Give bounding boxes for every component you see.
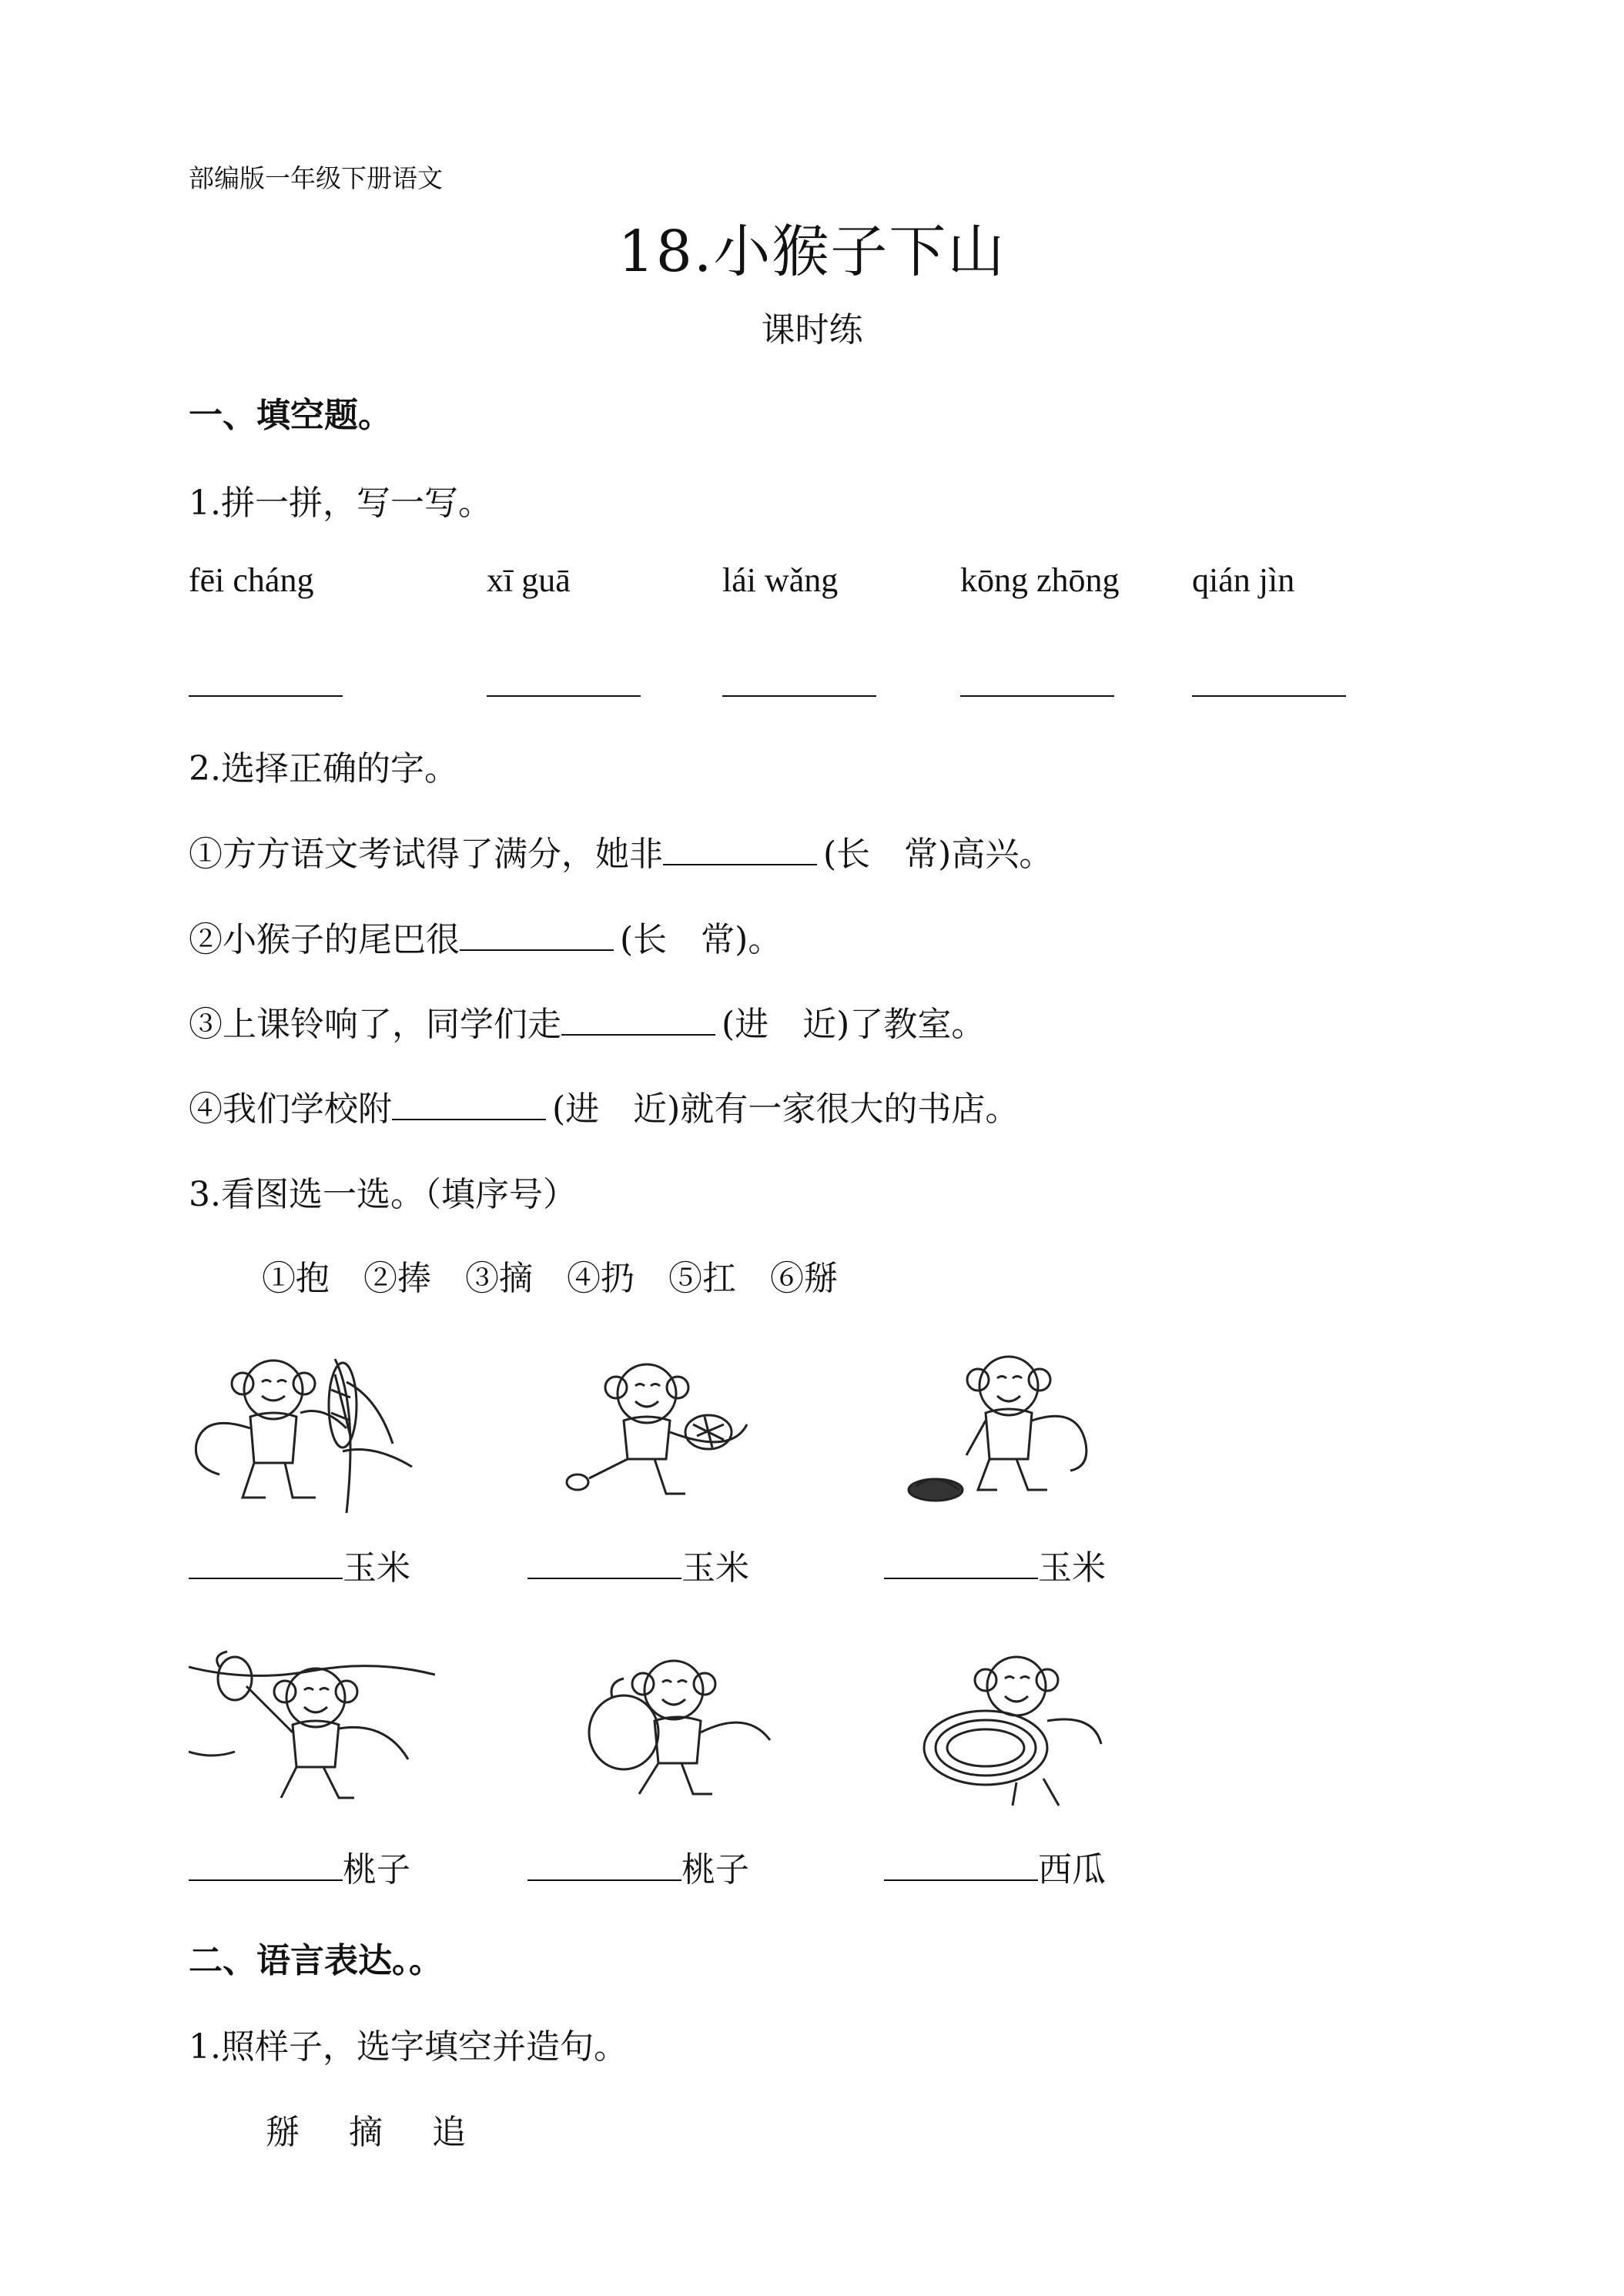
section-heading-language-expression: 二、语言表达。。 xyxy=(189,1941,443,1980)
corn-caption-2 xyxy=(527,1540,749,1589)
answer-blank-2[interactable] xyxy=(487,695,641,697)
choice-sentence-4 xyxy=(189,1081,1019,1130)
monkey-dropping-corn-icon xyxy=(893,1336,1140,1521)
choice-sentence-2 xyxy=(189,912,782,961)
page-title: 18.小猴子下山 xyxy=(618,219,1006,285)
corn-blank-2[interactable] xyxy=(527,1547,681,1579)
pinyin-item-1: fēi cháng xyxy=(189,561,314,599)
answer-blank-4[interactable] xyxy=(960,695,1114,697)
peach-label-1: 桃子 xyxy=(343,1850,410,1889)
choice-sentence-2-after: (长 常)。 xyxy=(620,920,782,959)
char-choice-1: 掰 xyxy=(266,2113,300,2152)
verb-options xyxy=(262,1250,872,1300)
corn-caption-3 xyxy=(884,1540,1106,1589)
pinyin-item-5: qián jìn xyxy=(1192,561,1295,599)
choice-sentence-2-before: ②小猴子的尾巴很 xyxy=(189,920,460,959)
corn-blank-1[interactable] xyxy=(189,1547,343,1579)
corn-blank-3[interactable] xyxy=(884,1547,1038,1579)
answer-blank-3[interactable] xyxy=(722,695,876,697)
verb-option-3: ③摘 xyxy=(465,1259,533,1298)
question-2-prompt: 2.选择正确的字。 xyxy=(189,749,458,788)
section2-question-1-prompt: 1.照样子，选字填空并造句。 xyxy=(189,2027,628,2067)
answer-blank-1[interactable] xyxy=(189,695,343,697)
verb-option-1: ①抱 xyxy=(262,1259,330,1298)
choice-sentence-3-before: ③上课铃响了，同学们走 xyxy=(189,1005,561,1044)
question-1-prompt: 1.拼一拼，写一写。 xyxy=(189,484,492,523)
watermelon-blank[interactable] xyxy=(884,1849,1038,1881)
verb-option-2: ②捧 xyxy=(363,1259,431,1298)
peach-blank-2[interactable] xyxy=(527,1849,681,1881)
char-choices xyxy=(266,2104,515,2154)
monkey-shouldering-corn-icon xyxy=(539,1336,785,1521)
answer-blank-5[interactable] xyxy=(1192,695,1346,697)
choice-sentence-3 xyxy=(189,996,985,1046)
corn-label-1: 玉米 xyxy=(343,1548,410,1588)
choice-sentence-4-after: (进 近)就有一家很大的书店。 xyxy=(552,1089,1020,1129)
choice-blank-4[interactable] xyxy=(392,1089,546,1120)
choice-blank-1[interactable] xyxy=(663,835,817,865)
monkey-picking-corn-icon xyxy=(189,1336,435,1521)
peach-caption-2 xyxy=(527,1842,749,1891)
watermelon-caption xyxy=(884,1842,1106,1891)
peach-caption-1 xyxy=(189,1842,410,1891)
monkey-holding-watermelon-icon xyxy=(893,1636,1140,1821)
choice-blank-2[interactable] xyxy=(460,920,614,951)
course-header: 部编版一年级下册语文 xyxy=(189,163,443,193)
choice-blank-3[interactable] xyxy=(561,1005,715,1036)
corn-caption-1 xyxy=(189,1540,410,1589)
verb-option-5: ⑤扛 xyxy=(668,1259,736,1298)
pinyin-item-3: lái wǎng xyxy=(722,561,839,599)
corn-label-3: 玉米 xyxy=(1038,1548,1106,1588)
page-subtitle: 课时练 xyxy=(761,310,863,350)
verb-option-6: ⑥掰 xyxy=(770,1259,838,1298)
pinyin-item-4: kōng zhōng xyxy=(960,561,1120,599)
monkey-picking-peach-icon xyxy=(189,1636,435,1821)
char-choice-2: 摘 xyxy=(349,2113,383,2152)
section-heading-fill-blanks: 一、填空题。 xyxy=(189,396,392,435)
peach-blank-1[interactable] xyxy=(189,1849,343,1881)
char-choice-3: 追 xyxy=(432,2113,466,2152)
choice-sentence-3-after: (进 近)了教室。 xyxy=(722,1005,986,1044)
question-3-prompt: 3.看图选一选。（填序号） xyxy=(189,1175,577,1214)
pinyin-item-2: xī guā xyxy=(487,561,571,599)
monkey-holding-peach-icon xyxy=(539,1636,785,1821)
choice-sentence-1 xyxy=(189,826,1053,875)
choice-sentence-1-after: (长 常)高兴。 xyxy=(823,835,1053,874)
choice-sentence-1-before: ①方方语文考试得了满分，她非 xyxy=(189,835,663,874)
choice-sentence-4-before: ④我们学校附 xyxy=(189,1089,392,1129)
peach-label-2: 桃子 xyxy=(681,1850,749,1889)
watermelon-label: 西瓜 xyxy=(1038,1850,1106,1889)
corn-label-2: 玉米 xyxy=(681,1548,749,1588)
verb-option-4: ④扔 xyxy=(567,1259,635,1298)
